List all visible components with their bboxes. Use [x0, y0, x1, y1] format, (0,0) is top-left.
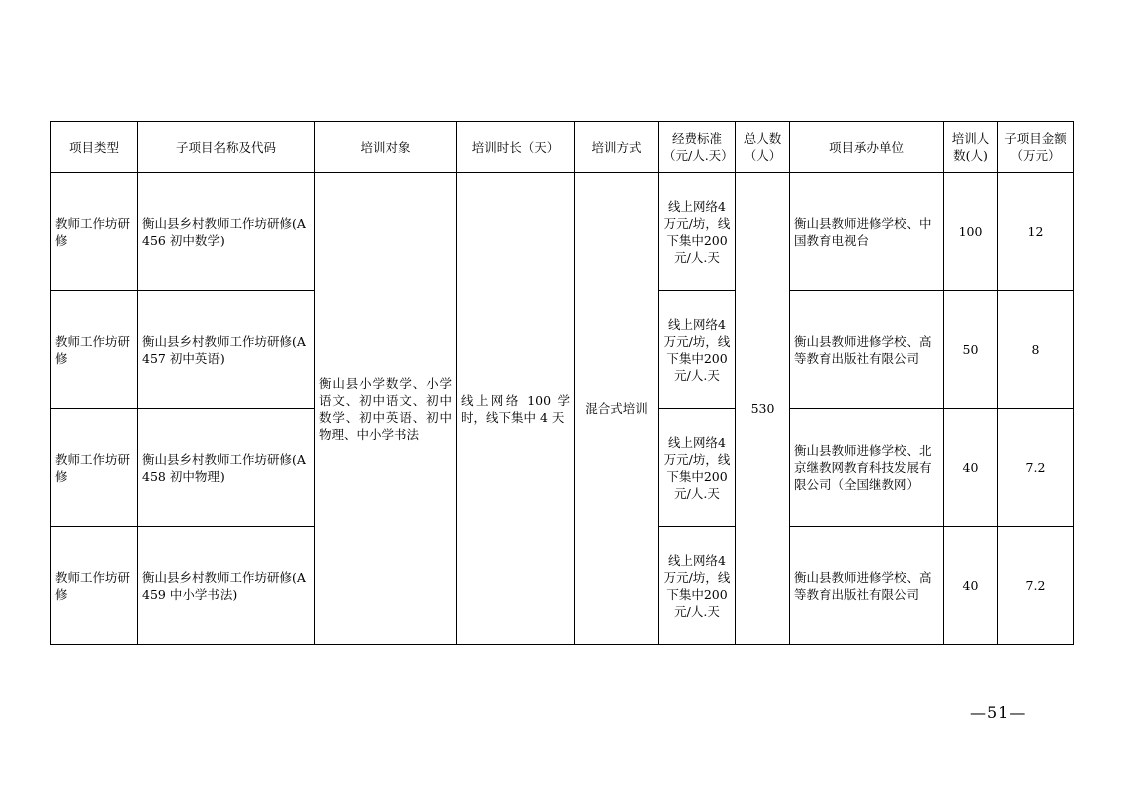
cell-total-people: 530 [736, 173, 790, 645]
cell-project-type: 教师工作坊研修 [51, 409, 138, 527]
cell-project-type: 教师工作坊研修 [51, 527, 138, 645]
header-trainee-count: 培训人数(人) [944, 122, 998, 173]
header-project-type: 项目类型 [51, 122, 138, 173]
cell-amount: 8 [998, 291, 1074, 409]
cell-trainee-count: 100 [944, 173, 998, 291]
cell-project-type: 教师工作坊研修 [51, 291, 138, 409]
cell-subproject-name: 衡山县乡村教师工作坊研修(A457 初中英语) [138, 291, 315, 409]
cell-trainee-count: 40 [944, 409, 998, 527]
page-number: —51— [970, 703, 1027, 722]
header-amount: 子项目金额（万元） [998, 122, 1074, 173]
header-trainees: 培训对象 [315, 122, 457, 173]
training-project-table [50, 121, 1074, 645]
header-fee-standard: 经费标准（元/人.天） [659, 122, 736, 173]
cell-subproject-name: 衡山县乡村教师工作坊研修(A458 初中物理) [138, 409, 315, 527]
cell-amount: 7.2 [998, 409, 1074, 527]
cell-subproject-name: 衡山县乡村教师工作坊研修(A459 中小学书法) [138, 527, 315, 645]
cell-fee-standard: 线上网络4万元/坊，线下集中200元/人.天 [659, 409, 736, 527]
cell-fee-standard: 线上网络4万元/坊，线下集中200元/人.天 [659, 291, 736, 409]
cell-organizer: 衡山县教师进修学校、中国教育电视台 [790, 173, 944, 291]
cell-duration: 线上网络 100 学时，线下集中 4 天 [457, 173, 575, 645]
cell-organizer: 衡山县教师进修学校、高等教育出版社有限公司 [790, 291, 944, 409]
table-header-row [51, 122, 1074, 173]
cell-organizer: 衡山县教师进修学校、北京继教网教育科技发展有限公司（全国继教网） [790, 409, 944, 527]
header-duration: 培训时长（天） [457, 122, 575, 173]
cell-project-type: 教师工作坊研修 [51, 173, 138, 291]
header-method: 培训方式 [575, 122, 659, 173]
cell-organizer: 衡山县教师进修学校、高等教育出版社有限公司 [790, 527, 944, 645]
cell-amount: 7.2 [998, 527, 1074, 645]
header-total-people: 总人数（人） [736, 122, 790, 173]
cell-trainee-count: 50 [944, 291, 998, 409]
cell-fee-standard: 线上网络4万元/坊，线下集中200元/人.天 [659, 527, 736, 645]
table-row [51, 173, 1074, 291]
header-organizer: 项目承办单位 [790, 122, 944, 173]
cell-subproject-name: 衡山县乡村教师工作坊研修(A456 初中数学) [138, 173, 315, 291]
cell-method: 混合式培训 [575, 173, 659, 645]
cell-fee-standard: 线上网络4万元/坊，线下集中200元/人.天 [659, 173, 736, 291]
cell-amount: 12 [998, 173, 1074, 291]
cell-trainee-count: 40 [944, 527, 998, 645]
cell-trainees: 衡山县小学数学、小学语文、初中语文、初中数学、初中英语、初中物理、中小学书法 [315, 173, 457, 645]
header-subproject-name: 子项目名称及代码 [138, 122, 315, 173]
